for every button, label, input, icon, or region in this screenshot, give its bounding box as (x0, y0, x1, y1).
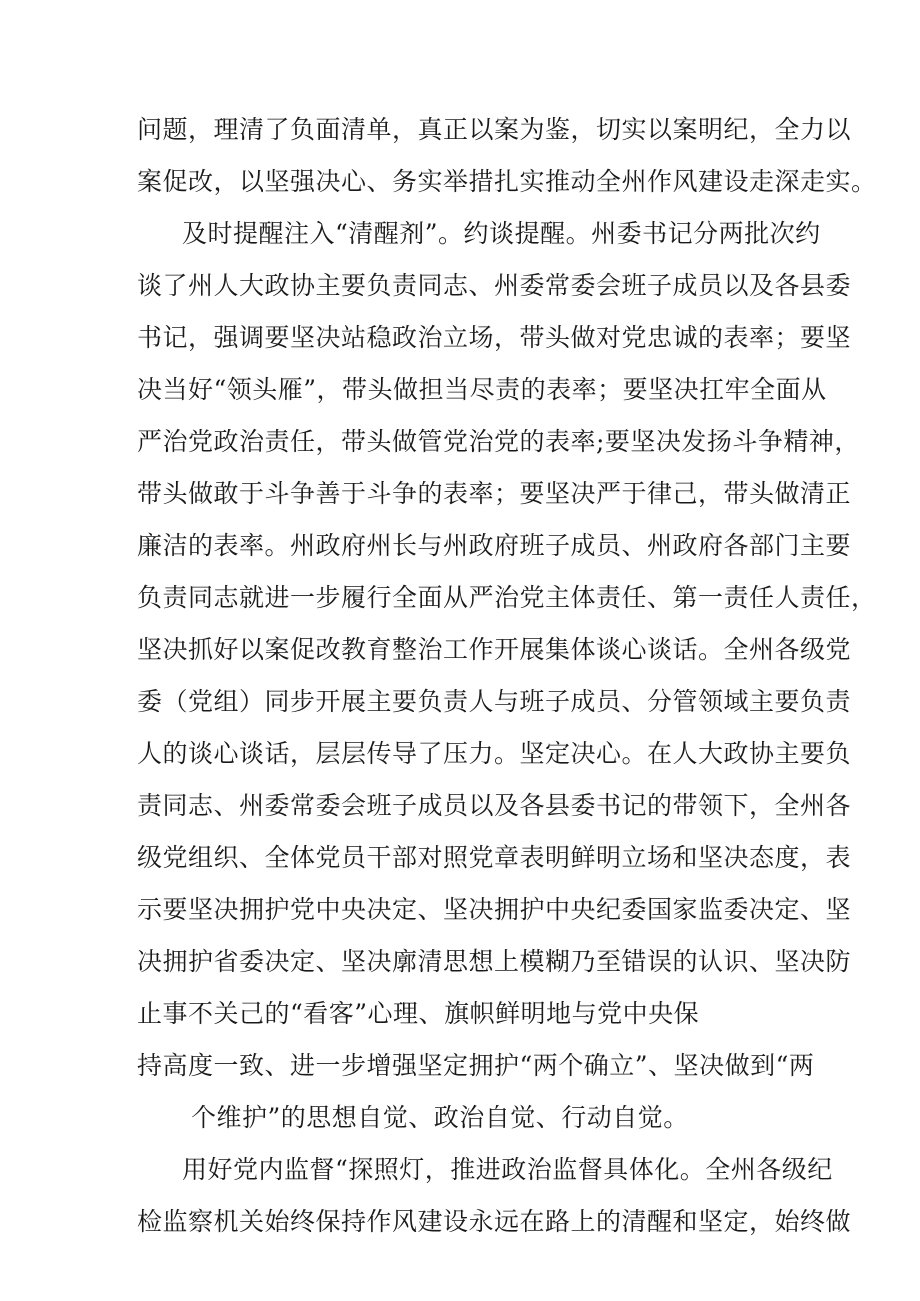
paragraph-start: 用好党内监督“探照灯，推进政治监督具体化。全州各级纪 (182, 1155, 833, 1184)
text-line: 案促改，以坚强决心、务实举措扎实推动全州作风建设走深走实。 (137, 167, 877, 196)
text-line: 廉洁的表率。州政府州长与州政府班子成员、州政府各部门主要 (137, 531, 852, 560)
text-line: 决当好“领头雁”，带头做担当尽责的表率；要坚决扛牢全面从 (137, 375, 827, 404)
text-line: 检监察机关始终保持作风建设永远在路上的清醒和坚定，始终做 (137, 1207, 852, 1236)
text-line: 谈了州人大政协主要负责同志、州委常委会班子成员以及各县委 (137, 271, 852, 300)
text-line: 持高度一致、进一步增强坚定拥护“两个确立”、坚决做到“两 (137, 1051, 815, 1080)
text-line: 决拥护省委决定、坚决廓清思想上模糊乃至错误的认识、坚决防 (137, 947, 852, 976)
text-line: 坚决抓好以案促改教育整治工作开展集体谈心谈话。全州各级党 (137, 635, 852, 664)
text-line: 人的谈心谈话，层层传导了压力。坚定决心。在人大政协主要负 (137, 739, 852, 768)
text-line: 止事不关己的“看客”心理、旗帜鲜明地与党中央保 (137, 999, 700, 1028)
text-line: 示要坚决拥护党中央决定、坚决拥护中央纪委国家监委决定、坚 (137, 895, 852, 924)
text-line-indented: 个维护”的思想自觉、政治自觉、行动自觉。 (191, 1103, 689, 1132)
text-line: 带头做敢于斗争善于斗争的表率；要坚决严于律己，带头做清正 (137, 479, 852, 508)
text-line: 书记，强调要坚决站稳政治立场，带头做对党忠诚的表率；要坚 (137, 323, 852, 352)
paragraph-start: 及时提醒注入“清醒剂”。约谈提醒。州委书记分两批次约 (182, 219, 821, 248)
text-line: 负责同志就进一步履行全面从严治党主体责任、第一责任人责任， (137, 583, 877, 612)
text-line: 委（党组）同步开展主要负责人与班子成员、分管领域主要负责 (137, 687, 852, 716)
text-line: 级党组织、全体党员干部对照党章表明鲜明立场和坚决态度，表 (137, 843, 852, 872)
text-line: 严治党政治责任，带头做管党治党的表率;要坚决发扬斗争精神， (137, 427, 860, 456)
text-line: 责同志、州委常委会班子成员以及各县委书记的带领下，全州各 (137, 791, 852, 820)
text-line: 问题，理清了负面清单，真正以案为鉴，切实以案明纪，全力以 (137, 115, 852, 144)
